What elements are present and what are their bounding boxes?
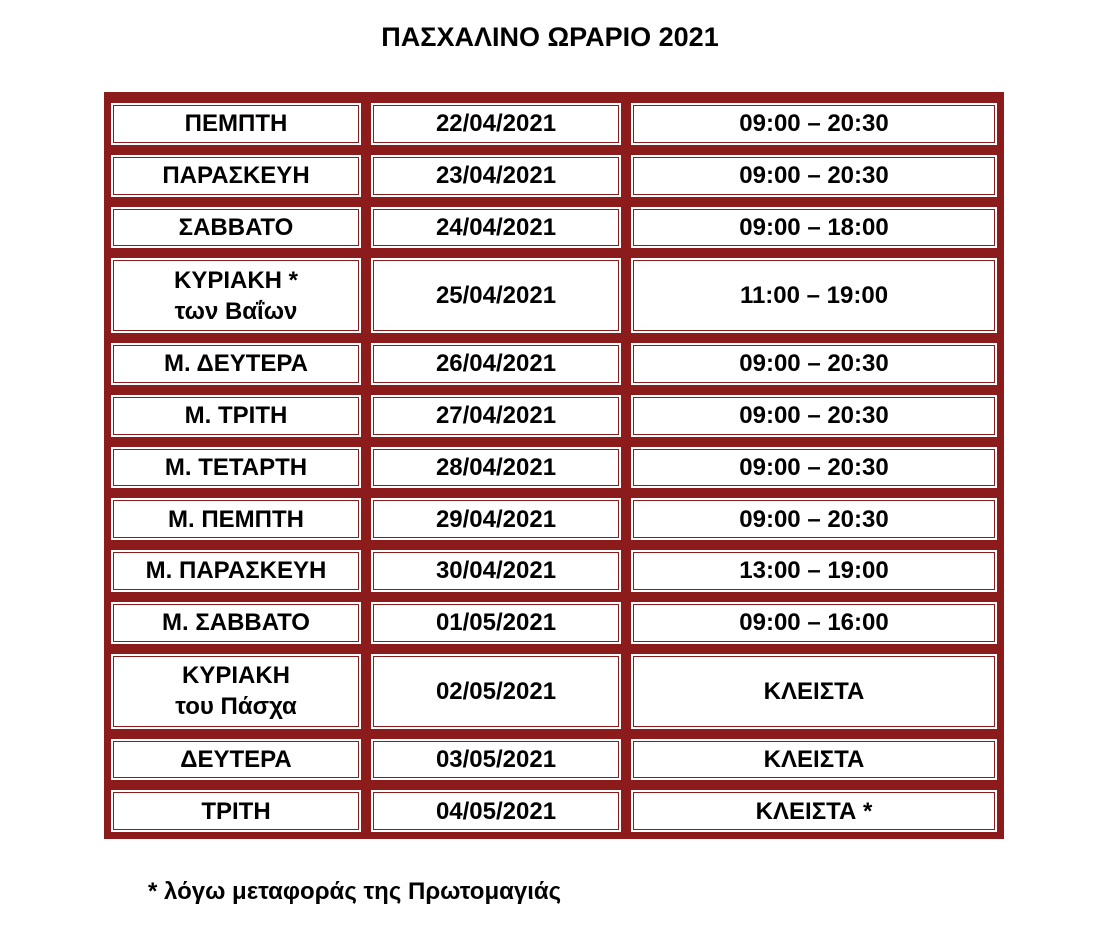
table-row: [110, 154, 998, 198]
table-row: [110, 206, 998, 250]
day-cell: [110, 789, 362, 833]
day-label: Μ. ΔΕΥΤΕΡΑ: [164, 350, 308, 378]
day-cell: [110, 446, 362, 490]
day-cell: [110, 394, 362, 438]
day-label: Μ. ΠΕΜΠΤΗ: [168, 505, 304, 533]
day-label: ΚΥΡΙΑΚΗ: [181, 661, 290, 689]
hours-cell: 09:00 – 20:30: [630, 497, 998, 541]
day-label: Μ. ΤΡΙΤΗ: [184, 402, 288, 430]
date-cell: 24/04/2021: [370, 206, 622, 250]
day-label: ΠΑΡΑΣΚΕΥΗ: [162, 162, 310, 190]
date-cell: 01/05/2021: [370, 601, 622, 645]
day-label: ΚΥΡΙΑΚΗ *: [173, 266, 299, 294]
day-label: Μ. ΣΑΒΒΑΤΟ: [162, 609, 310, 637]
table-row: [110, 394, 998, 438]
day-label: Μ. ΠΑΡΑΣΚΕΥΗ: [145, 557, 327, 585]
day-label: ΣΑΒΒΑΤΟ: [178, 213, 294, 241]
date-cell: 28/04/2021: [370, 446, 622, 490]
page-title: ΠΑΣΧΑΛΙΝΟ ΩΡΑΡΙΟ 2021: [381, 22, 719, 52]
date-cell: 23/04/2021: [370, 154, 622, 198]
footnote: * λόγω μεταφοράς της Πρωτομαγιάς: [148, 878, 562, 905]
hours-cell: ΚΛΕΙΣΤΑ: [630, 738, 998, 782]
table-row: [110, 446, 998, 490]
day-label: ΠΕΜΠΤΗ: [184, 110, 288, 138]
hours-cell: 09:00 – 20:30: [630, 102, 998, 146]
day-cell: [110, 102, 362, 146]
hours-cell: 09:00 – 20:30: [630, 446, 998, 490]
day-label: ΔΕΥΤΕΡΑ: [180, 745, 292, 773]
date-cell: 04/05/2021: [370, 789, 622, 833]
day-cell: [110, 653, 362, 730]
date-cell: 30/04/2021: [370, 549, 622, 593]
day-cell: [110, 601, 362, 645]
day-label: του Πάσχα: [175, 693, 297, 721]
table-row: [110, 653, 998, 730]
hours-cell: ΚΛΕΙΣΤΑ: [630, 653, 998, 730]
table-row: [110, 497, 998, 541]
table-row: [110, 549, 998, 593]
hours-cell: ΚΛΕΙΣΤΑ *: [630, 789, 998, 833]
table-row: [110, 342, 998, 386]
table-row: [110, 601, 998, 645]
hours-cell: 09:00 – 20:30: [630, 394, 998, 438]
day-cell: [110, 738, 362, 782]
table-row: [110, 789, 998, 833]
date-cell: 25/04/2021: [370, 257, 622, 334]
table-row: [110, 257, 998, 334]
day-cell: [110, 549, 362, 593]
day-cell: [110, 154, 362, 198]
date-cell: 27/04/2021: [370, 394, 622, 438]
date-cell: 03/05/2021: [370, 738, 622, 782]
hours-cell: 09:00 – 18:00: [630, 206, 998, 250]
date-cell: 29/04/2021: [370, 497, 622, 541]
day-label: ΤΡΙΤΗ: [201, 797, 271, 825]
hours-cell: 09:00 – 20:30: [630, 342, 998, 386]
hours-cell: 13:00 – 19:00: [630, 549, 998, 593]
day-label: των Βαΐων: [174, 297, 298, 325]
hours-cell: 09:00 – 16:00: [630, 601, 998, 645]
day-cell: [110, 497, 362, 541]
day-cell: [110, 257, 362, 334]
day-cell: [110, 342, 362, 386]
date-cell: 22/04/2021: [370, 102, 622, 146]
hours-cell: 11:00 – 19:00: [630, 257, 998, 334]
day-label: Μ. ΤΕΤΑΡΤΗ: [164, 453, 308, 481]
table-row: [110, 102, 998, 146]
schedule-table: [104, 92, 1004, 839]
date-cell: 26/04/2021: [370, 342, 622, 386]
day-cell: [110, 206, 362, 250]
table-row: [110, 738, 998, 782]
hours-cell: 09:00 – 20:30: [630, 154, 998, 198]
date-cell: 02/05/2021: [370, 653, 622, 730]
